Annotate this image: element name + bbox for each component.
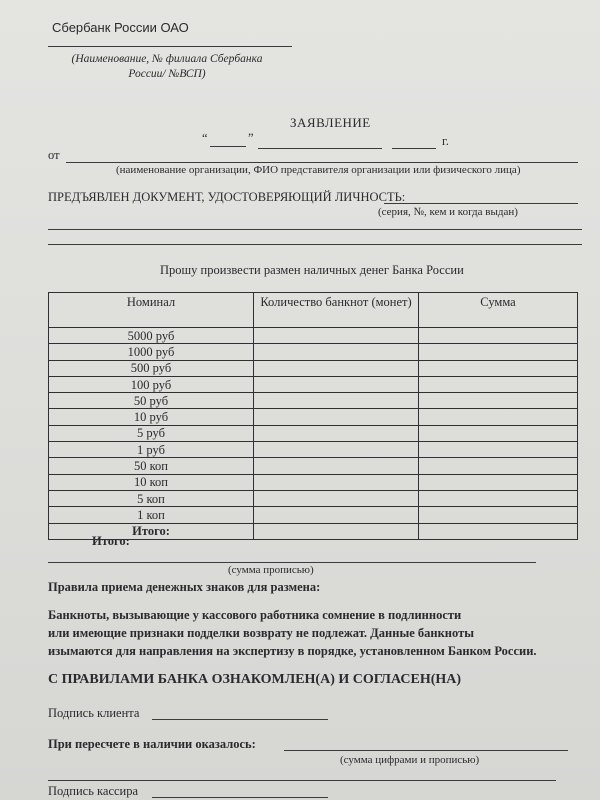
- rules-line-2: или имеющие признаки подделки возврату не подлежат. Данные банкноты: [48, 626, 474, 640]
- sum-cell[interactable]: [419, 344, 578, 360]
- from-label: от: [48, 148, 60, 162]
- table-row: [49, 458, 578, 474]
- sum-cell[interactable]: [419, 409, 578, 425]
- total-quantity-cell[interactable]: [254, 523, 419, 539]
- recount-label: При пересчете в наличии оказалось:: [48, 737, 256, 751]
- table-row: [49, 360, 578, 376]
- quantity-cell[interactable]: [254, 507, 419, 523]
- quantity-cell[interactable]: [254, 425, 419, 441]
- quantity-cell[interactable]: [254, 474, 419, 490]
- table-row: [49, 393, 578, 409]
- denomination-cell: 5 коп: [49, 490, 254, 506]
- recount-field[interactable]: [284, 750, 568, 751]
- bank-name: Сбербанк России ОАО: [52, 20, 189, 35]
- quantity-cell[interactable]: [254, 490, 419, 506]
- denomination-cell: 50 руб: [49, 393, 254, 409]
- table-row: [49, 344, 578, 360]
- sum-cell[interactable]: [419, 393, 578, 409]
- cashier-signature-label: Подпись кассира: [48, 784, 139, 798]
- sum-cell[interactable]: [419, 490, 578, 506]
- total-words-caption: (сумма прописью): [228, 564, 314, 576]
- table-row: [49, 442, 578, 458]
- quantity-cell[interactable]: [254, 360, 419, 376]
- denomination-cell: 500 руб: [49, 360, 254, 376]
- client-signature-field[interactable]: [152, 719, 328, 720]
- branch-name-line[interactable]: [48, 46, 292, 47]
- recount-field-line-2[interactable]: [48, 780, 556, 781]
- table-row: [49, 474, 578, 490]
- denomination-cell: 10 руб: [49, 409, 254, 425]
- denomination-cell: 10 коп: [49, 474, 254, 490]
- total-label: Итого:: [92, 534, 130, 548]
- id-document-field[interactable]: [384, 203, 578, 204]
- table-row: [49, 328, 578, 344]
- id-document-caption: (серия, №, кем и когда выдан): [378, 206, 518, 218]
- column-header-quantity: Количество банкнот (монет): [254, 293, 419, 328]
- denomination-cell: 50 коп: [49, 458, 254, 474]
- table-row: [49, 376, 578, 392]
- date-quote-open: “: [202, 131, 208, 145]
- agreement-text: С ПРАВИЛАМИ БАНКА ОЗНАКОМЛЕН(А) И СОГЛАСЕН(НА): [48, 672, 462, 687]
- id-document-line-2[interactable]: [48, 229, 582, 230]
- quantity-cell[interactable]: [254, 393, 419, 409]
- table-row: [49, 507, 578, 523]
- rules-text: [48, 606, 598, 660]
- cashier-signature-field[interactable]: [152, 797, 328, 798]
- id-document-label: ПРЕДЪЯВЛЕН ДОКУМЕНТ, УДОСТОВЕРЯЮЩИЙ ЛИЧНОСТЬ:: [48, 190, 406, 204]
- sum-cell[interactable]: [419, 474, 578, 490]
- quantity-cell[interactable]: [254, 442, 419, 458]
- rules-heading: Правила приема денежных знаков для размена:: [48, 580, 321, 594]
- quantity-cell[interactable]: [254, 328, 419, 344]
- sum-cell[interactable]: [419, 360, 578, 376]
- branch-caption: [62, 52, 272, 82]
- from-caption: (наименование организации, ФИО представителя организации или физического лица): [116, 164, 521, 176]
- page-title: ЗАЯВЛЕНИЕ: [290, 115, 371, 130]
- sum-cell[interactable]: [419, 425, 578, 441]
- recount-caption: (сумма цифрами и прописью): [340, 754, 480, 766]
- date-year-field[interactable]: [392, 148, 436, 149]
- sum-cell[interactable]: [419, 328, 578, 344]
- sum-cell[interactable]: [419, 442, 578, 458]
- table-row: [49, 490, 578, 506]
- table-header-row: [49, 293, 578, 328]
- denomination-cell: 1000 руб: [49, 344, 254, 360]
- rules-line-1: Банкноты, вызывающие у кассового работника сомнение в подлинности: [48, 608, 462, 622]
- branch-caption-line-1: (Наименование, № филиала Сбербанка: [71, 53, 263, 65]
- denomination-cell: 100 руб: [49, 376, 254, 392]
- date-day-field[interactable]: [210, 146, 246, 147]
- quantity-cell[interactable]: [254, 344, 419, 360]
- denomination-cell: 1 коп: [49, 507, 254, 523]
- from-field[interactable]: [66, 162, 578, 163]
- denomination-cell: 5000 руб: [49, 328, 254, 344]
- branch-caption-line-2: России/ №ВСП): [128, 68, 206, 80]
- date-quote-close: ”: [248, 131, 254, 145]
- quantity-cell[interactable]: [254, 458, 419, 474]
- date-month-field[interactable]: [258, 148, 382, 149]
- quantity-cell[interactable]: [254, 376, 419, 392]
- sum-cell[interactable]: [419, 376, 578, 392]
- denomination-cell: 1 руб: [49, 442, 254, 458]
- date-year-suffix: г.: [442, 134, 449, 148]
- column-header-sum: Сумма: [419, 293, 578, 328]
- total-sum-cell[interactable]: [419, 523, 578, 539]
- sum-cell[interactable]: [419, 458, 578, 474]
- denomination-cell: 5 руб: [49, 425, 254, 441]
- denomination-table: [48, 292, 578, 540]
- client-signature-label: Подпись клиента: [48, 706, 140, 720]
- quantity-cell[interactable]: [254, 409, 419, 425]
- column-header-denomination: Номинал: [49, 293, 254, 328]
- id-document-line-3[interactable]: [48, 244, 582, 245]
- rules-line-3: изымаются для направления на экспертизу в порядке, установленном Банком России.: [48, 644, 537, 658]
- table-total-label: Итого:: [49, 523, 254, 539]
- request-text: Прошу произвести размен наличных денег Банка России: [160, 263, 464, 277]
- table-row: [49, 409, 578, 425]
- table-row: [49, 425, 578, 441]
- total-words-field[interactable]: [48, 562, 536, 563]
- sum-cell[interactable]: [419, 507, 578, 523]
